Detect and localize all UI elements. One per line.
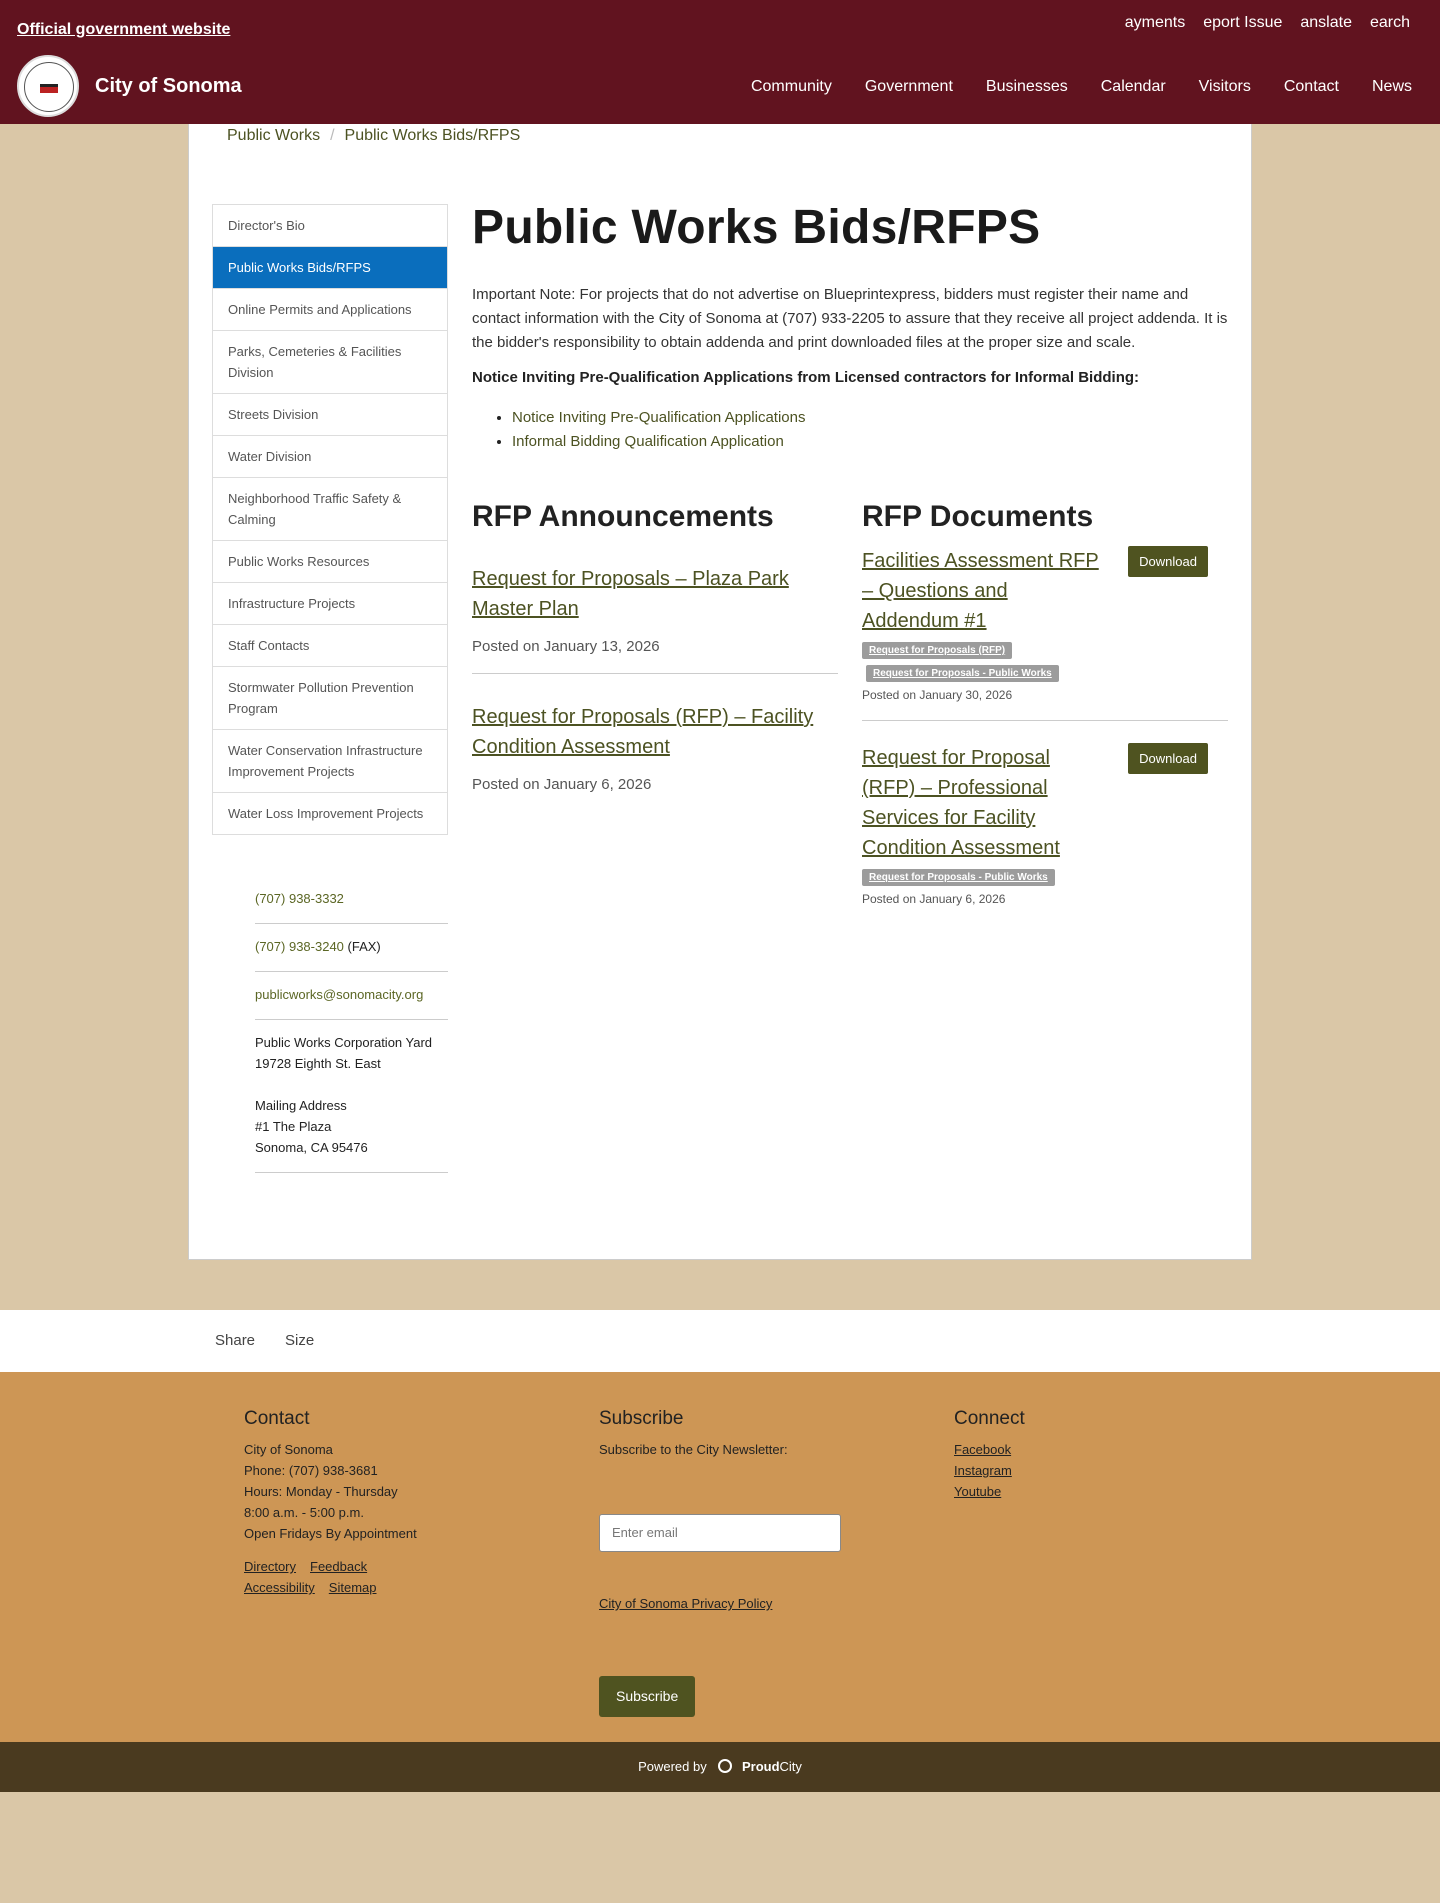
nav-news[interactable]: News — [1371, 78, 1412, 95]
footer-contact-line: Hours: Monday - Thursday — [244, 1484, 398, 1499]
city-seal-icon — [17, 55, 79, 117]
announcements-column — [472, 500, 838, 811]
yard-line-2: 19728 Eighth St. East — [255, 1056, 381, 1071]
informal-bidding-link[interactable]: Informal Bidding Qualification Application — [512, 433, 784, 450]
youtube-link[interactable]: Youtube — [954, 1484, 1002, 1499]
documents-heading: RFP Documents — [862, 500, 1094, 533]
announcement-date: Posted on January 13, 2026 — [472, 638, 660, 655]
announcement-title-link[interactable]: Request for Proposals – Plaza Park Master Plan — [472, 568, 789, 620]
contact-address-row — [255, 1020, 448, 1173]
sidebar-item-parks-division[interactable]: Parks, Cemeteries & Facilities Division — [213, 331, 447, 394]
footer-contact-line: Phone: (707) 938-3681 — [244, 1463, 378, 1478]
utility-search[interactable]: earch — [1369, 14, 1410, 31]
announcement-date: Posted on January 6, 2026 — [472, 776, 652, 793]
breadcrumb-separator: / — [330, 127, 335, 144]
mail-line-2: #1 The Plaza — [255, 1119, 332, 1134]
contact-phone-row — [255, 888, 448, 924]
sidebar-item-bids-rfps[interactable]: Public Works Bids/RFPS — [213, 247, 447, 289]
breadcrumb-public-works[interactable]: Public Works — [227, 127, 321, 144]
email-input[interactable]: Enter email — [599, 1514, 841, 1552]
tag-badge[interactable]: Request for Proposals (RFP) — [862, 642, 1012, 659]
nav-visitors[interactable]: Visitors — [1198, 78, 1251, 95]
nav-community[interactable]: Community — [750, 78, 832, 95]
facebook-link[interactable]: Facebook — [954, 1442, 1012, 1457]
main-nav — [718, 78, 1412, 96]
footer-link-feedback[interactable]: Feedback — [310, 1559, 368, 1574]
document-title-link[interactable]: Request for Proposal (RFP) – Professional Services for Facility Condition Assessment — [862, 747, 1060, 859]
sidebar-item-water-division[interactable]: Water Division — [213, 436, 447, 478]
fax-label: (FAX) — [347, 939, 381, 954]
footer-connect-heading: Connect — [954, 1408, 1025, 1429]
sidebar-item-staff-contacts[interactable]: Staff Contacts — [213, 625, 447, 667]
important-note: Important Note: For projects that do not advertise on Blueprintexpress, bidders must register their name and contact information with the City of Sonoma at (707) 933-2205 to assure that they receive all project addenda. It is the bidder's responsibility to obtain addenda and print downloaded files at the proper size and scale. — [472, 286, 1228, 351]
brand[interactable] — [17, 55, 242, 117]
footer-link-accessibility[interactable]: Accessibility — [244, 1580, 315, 1595]
proudcity-logo-light: City — [779, 1759, 802, 1774]
sidebar-item-infrastructure[interactable]: Infrastructure Projects — [213, 583, 447, 625]
site-footer — [0, 1372, 1440, 1742]
sidebar-item-water-loss[interactable]: Water Loss Improvement Projects — [228, 806, 424, 821]
powered-by-text: Powered by — [638, 1759, 707, 1774]
document-date: Posted on January 6, 2026 — [862, 892, 1006, 906]
phone-link[interactable]: (707) 938-3332 — [255, 891, 344, 906]
footer-contact-heading: Contact — [244, 1408, 310, 1429]
footer-link-directory[interactable]: Directory — [244, 1559, 297, 1574]
powered-by-bar — [0, 1742, 1440, 1792]
contact-email-row — [255, 972, 448, 1020]
mail-line-1: Mailing Address — [255, 1098, 347, 1113]
tag-badge[interactable]: Request for Proposals - Public Works — [862, 869, 1055, 886]
notice-prequal-link[interactable]: Notice Inviting Pre-Qualification Applications — [512, 409, 806, 426]
footer-contact-line: 8:00 a.m. - 5:00 p.m. — [244, 1505, 364, 1520]
list-item — [512, 430, 1228, 454]
sidebar-item-online-permits[interactable]: Online Permits and Applications — [213, 289, 447, 331]
sidebar-item-water-conservation[interactable]: Water Conservation Infrastructure Improvement Projects — [213, 730, 447, 793]
share-bar — [0, 1310, 1440, 1372]
page-title: Public Works Bids/RFPS — [472, 201, 1041, 254]
share-button[interactable]: Share — [215, 1332, 256, 1349]
subscribe-text: Subscribe to the City Newsletter: — [599, 1442, 788, 1457]
utility-payments[interactable]: ayments — [1124, 14, 1186, 31]
proudcity-logo-bold: Proud — [741, 1759, 780, 1774]
document-item — [862, 720, 1228, 924]
mail-line-3: Sonoma, CA 95476 — [255, 1140, 368, 1155]
brand-name[interactable]: City of Sonoma — [95, 74, 242, 97]
proudcity-logo-icon — [718, 1759, 732, 1773]
fax-link[interactable]: (707) 938-3240 — [255, 939, 344, 954]
nav-calendar[interactable]: Calendar — [1100, 78, 1166, 95]
breadcrumb-bids[interactable]: Public Works Bids/RFPS — [344, 127, 521, 144]
contact-block — [255, 888, 448, 1173]
nav-contact[interactable]: Contact — [1283, 78, 1339, 95]
announcement-item — [472, 674, 838, 811]
email-link[interactable]: publicworks@sonomacity.org — [255, 987, 424, 1002]
sidebar-item-directors-bio[interactable]: Director's Bio — [213, 205, 447, 247]
announcement-title-link[interactable]: Request for Proposals (RFP) – Facility Condition Assessment — [472, 706, 814, 758]
footer-contact-line: Open Fridays By Appointment — [244, 1526, 417, 1541]
proudcity-logo[interactable] — [742, 1759, 802, 1774]
nav-businesses[interactable]: Businesses — [985, 78, 1068, 95]
sidebar-item-streets-division[interactable]: Streets Division — [213, 394, 447, 436]
footer-contact — [244, 1408, 417, 1598]
utility-translate[interactable]: anslate — [1300, 14, 1352, 31]
site-header — [0, 0, 1440, 124]
breadcrumb — [227, 127, 520, 145]
utility-report-issue[interactable]: eport Issue — [1203, 14, 1283, 31]
documents-column — [862, 500, 1228, 924]
notice-links — [472, 406, 1228, 454]
sidebar-item-resources[interactable]: Public Works Resources — [213, 541, 447, 583]
footer-link-sitemap[interactable]: Sitemap — [328, 1580, 377, 1595]
document-item — [862, 546, 1228, 720]
document-title-link[interactable]: Facilities Assessment RFP – Questions and Addendum #1 — [862, 550, 1099, 632]
subscribe-button[interactable]: Subscribe — [599, 1676, 695, 1717]
announcements-heading: RFP Announcements — [472, 500, 774, 533]
announcement-item — [472, 534, 838, 674]
sidebar-item-stormwater[interactable]: Stormwater Pollution Prevention Program — [213, 667, 447, 730]
footer-connect — [954, 1408, 1026, 1502]
list-item — [512, 406, 1228, 430]
contact-fax-row — [255, 924, 448, 972]
footer-contact-line: City of Sonoma — [244, 1442, 333, 1457]
size-button[interactable]: Size — [285, 1332, 315, 1349]
instagram-link[interactable]: Instagram — [954, 1463, 1012, 1478]
privacy-policy-link[interactable]: City of Sonoma Privacy Policy — [599, 1596, 773, 1611]
main-content — [472, 200, 1228, 454]
document-date: Posted on January 30, 2026 — [862, 688, 1013, 702]
download-button[interactable]: Download — [1128, 546, 1208, 577]
tag-badge[interactable]: Request for Proposals - Public Works — [866, 665, 1059, 682]
nav-government[interactable]: Government — [864, 78, 953, 95]
yard-line-1: Public Works Corporation Yard — [255, 1035, 433, 1050]
utility-nav — [1107, 14, 1410, 32]
download-button[interactable]: Download — [1128, 743, 1208, 774]
notice-heading: Notice Inviting Pre-Qualification Applications from Licensed contractors for Informal Bidding: — [472, 369, 1140, 386]
footer-subscribe — [599, 1408, 841, 1717]
sidebar-item-traffic-safety[interactable]: Neighborhood Traffic Safety & Calming — [213, 478, 447, 541]
footer-subscribe-heading: Subscribe — [599, 1408, 684, 1429]
sidebar-nav — [212, 204, 448, 835]
official-gov-link[interactable]: Official government website — [17, 21, 231, 38]
